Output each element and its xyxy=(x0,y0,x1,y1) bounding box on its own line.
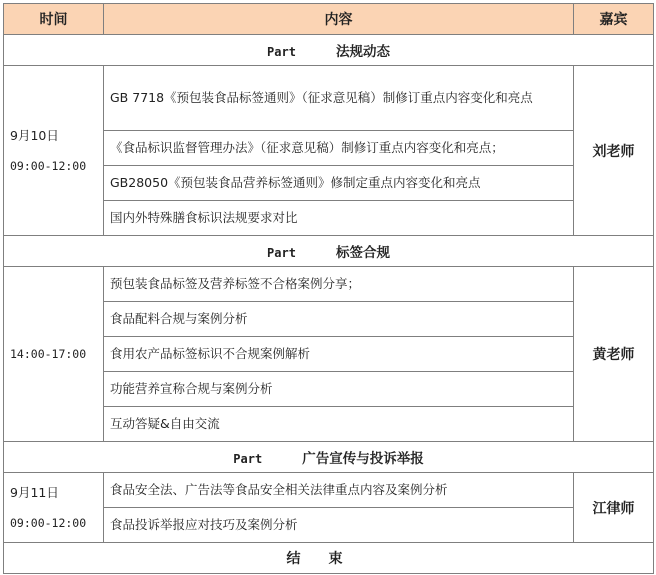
session-time: 09:00-12:00 xyxy=(10,515,87,530)
session-date: 9月11日 xyxy=(10,484,59,500)
end-row xyxy=(4,543,654,574)
end-label: 结束 xyxy=(4,543,654,574)
speaker-cell: 刘老师 xyxy=(574,66,654,236)
content-item: 食品安全法、广告法等食品安全相关法律重点内容及案例分析 xyxy=(104,473,574,508)
part-label: Part xyxy=(267,246,296,260)
header-time: 时间 xyxy=(4,4,104,35)
part-row-labels xyxy=(4,236,654,267)
time-cell xyxy=(4,66,104,236)
header-content: 内容 xyxy=(104,4,574,35)
part-label: Part xyxy=(267,45,296,59)
content-item: 功能营养宣称合规与案例分析 xyxy=(104,372,574,407)
header-row xyxy=(4,4,654,35)
speaker-cell: 江律师 xyxy=(574,473,654,543)
content-item: 食品投诉举报应对技巧及案例分析 xyxy=(104,508,574,543)
part-heading xyxy=(4,35,654,66)
content-item: GB 7718《预包装食品标签通则》（征求意见稿）制修订重点内容变化和亮点 xyxy=(104,66,574,131)
session-time: 14:00-17:00 xyxy=(10,347,87,361)
schedule-table xyxy=(3,3,654,574)
content-item: 预包装食品标签及营养标签不合格案例分享； xyxy=(104,267,574,302)
content-item: 食品配料合规与案例分析 xyxy=(104,302,574,337)
part-title: 标签合规 xyxy=(335,245,390,261)
header-guest: 嘉宾 xyxy=(574,4,654,35)
table-row xyxy=(4,267,654,302)
part-row-regulations xyxy=(4,35,654,66)
time-cell xyxy=(4,473,104,543)
table-row xyxy=(4,66,654,131)
session-date: 9月10日 xyxy=(10,127,59,143)
speaker-cell: 黄老师 xyxy=(574,267,654,442)
part-heading xyxy=(4,236,654,267)
content-item: GB28050《预包装食品营养标签通则》修制定重点内容变化和亮点 xyxy=(104,166,574,201)
part-title: 法规动态 xyxy=(335,44,390,60)
part-row-advertising xyxy=(4,442,654,473)
content-item: 国内外特殊膳食标识法规要求对比 xyxy=(104,201,574,236)
session-time: 09:00-12:00 xyxy=(10,158,87,173)
content-item: 互动答疑&自由交流 xyxy=(104,407,574,442)
content-item: 《食品标识监督管理办法》（征求意见稿）制修订重点内容变化和亮点； xyxy=(104,131,574,166)
part-title: 广告宣传与投诉举报 xyxy=(302,451,424,467)
schedule-table-wrapper xyxy=(3,3,653,574)
part-label: Part xyxy=(233,452,263,466)
table-row xyxy=(4,473,654,508)
time-cell xyxy=(4,267,104,442)
content-item: 食用农产品标签标识不合规案例解析 xyxy=(104,337,574,372)
part-heading xyxy=(4,442,654,473)
